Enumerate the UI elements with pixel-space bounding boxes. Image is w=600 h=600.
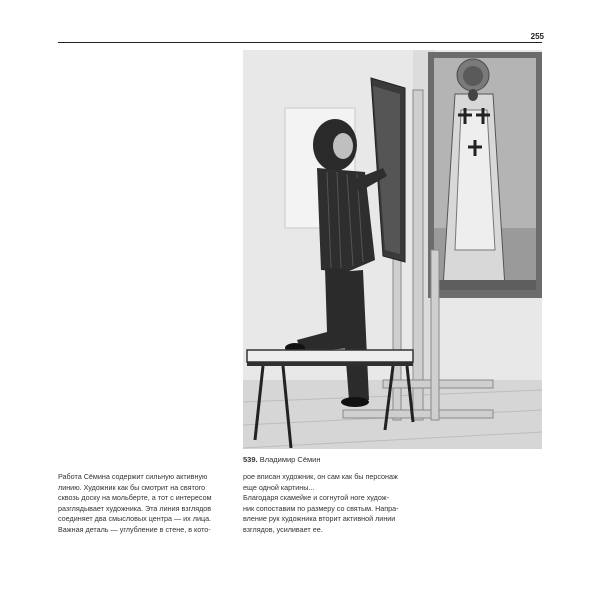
- page-number: 255: [530, 32, 544, 41]
- saint-icon-painting: [428, 52, 542, 298]
- text-line: соединяет два смысловых центра — их лица.: [58, 514, 212, 524]
- text-line: Важная деталь — углубление в стене, в кото-: [58, 524, 211, 534]
- text-line: линию. Художник как бы смотрит на святого: [58, 482, 206, 492]
- header-rule: [58, 42, 542, 43]
- caption-number: 539.: [243, 455, 258, 464]
- body-text-left-column: [58, 472, 232, 536]
- text-line: ник сопоставим по размеру со святым. Напра-: [243, 503, 399, 513]
- figure-caption: [243, 455, 321, 464]
- photograph-artist-painting-icon: [243, 50, 542, 449]
- text-line: вление рук художника вторит активной линии: [243, 514, 396, 524]
- text-line: разглядывает художника. Эта линия взглядов: [58, 503, 212, 513]
- text-line: сквозь доску на мольберте, а тот с интересом: [58, 493, 212, 503]
- caption-text: Владимир Сёмин: [259, 455, 321, 464]
- text-line: взглядов, усиливает ее.: [243, 524, 323, 534]
- text-line: Благодаря скамейке и согнутой ноге худож-: [243, 493, 389, 503]
- body-text-right-column: [243, 472, 417, 536]
- text-line: рое вписан художник, он сам как бы персонаж: [243, 472, 398, 481]
- text-line: Работа Сёмина содержит сильную активную: [58, 472, 208, 481]
- text-line: еще одной картины...: [243, 482, 315, 492]
